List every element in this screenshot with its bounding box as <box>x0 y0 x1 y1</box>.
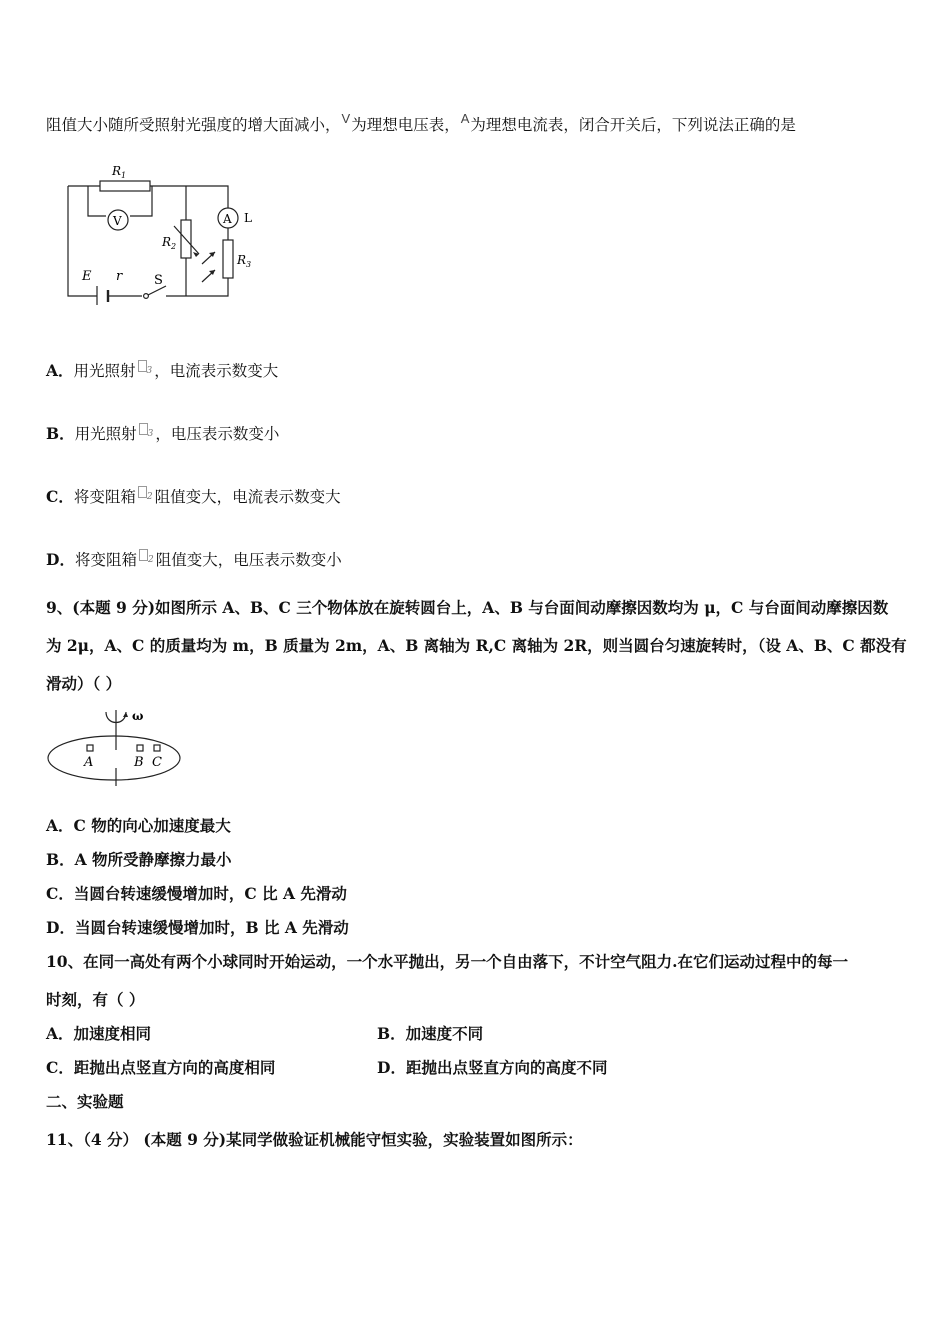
missing-symbol-icon <box>139 549 148 561</box>
q8-stem-text-1: 阻值大小随所受照射光强度的增大面减小， <box>46 116 341 134</box>
missing-symbol-icon <box>139 423 148 435</box>
option-text: 当圆台转速缓慢增加时，B 比 A 先滑动 <box>74 918 349 937</box>
q10-option-c <box>46 1057 275 1079</box>
label-a: A <box>84 755 94 770</box>
option-letter: A． <box>46 361 74 380</box>
option-letter: D． <box>377 1058 406 1077</box>
q10-option-a <box>46 1023 151 1045</box>
ammeter-symbol: A <box>460 111 470 126</box>
r3-label: $R_3$ <box>237 253 252 269</box>
switch-label: S <box>154 273 163 288</box>
option-text: 阻值变大，电压表示数变小 <box>155 551 342 569</box>
r1-label: $R_1$ <box>112 164 127 180</box>
option-text: ，电压表示数变小 <box>155 425 280 443</box>
q9-option-c <box>46 883 347 905</box>
option-subscript: 3 <box>147 429 154 439</box>
q10-stem-line-1: 10、在同一高处有两个小球同时开始运动，一个水平抛出，另一个自由落下，不计空气阻力.在它们运动过程中的每一 <box>46 952 848 971</box>
voltmeter-symbol: V <box>341 111 351 126</box>
lamp-label: L <box>244 211 252 225</box>
option-text: 当圆台转速缓慢增加时，C 比 A 先滑动 <box>73 884 347 903</box>
option-text: 阻值变大，电流表示数变大 <box>154 488 341 506</box>
option-letter: B． <box>46 424 75 443</box>
section-title: 二、实验题 <box>46 1092 124 1111</box>
option-subscript: 2 <box>146 492 153 502</box>
internal-resistance-label: r <box>116 269 123 284</box>
circuit-wire <box>166 278 228 296</box>
option-subscript: 2 <box>147 555 154 565</box>
option-letter: D． <box>46 550 75 569</box>
label-c: C <box>152 755 162 770</box>
q9-option-b <box>46 849 232 871</box>
option-text: C 物的向心加速度最大 <box>73 816 231 835</box>
q8-option-c <box>46 486 341 508</box>
option-text: 将变阻箱 <box>73 488 136 506</box>
option-text: 距抛出点竖直方向的高度相同 <box>73 1058 276 1077</box>
r3-resistor <box>223 240 233 278</box>
option-text: 将变阻箱 <box>74 551 137 569</box>
voltmeter-label: V <box>113 214 122 228</box>
turntable-diagram <box>46 706 186 788</box>
block-c <box>154 745 160 751</box>
option-letter: B． <box>46 850 75 869</box>
q8-option-a <box>46 360 278 382</box>
q9-option-d <box>46 917 349 939</box>
q8-stem <box>46 111 796 137</box>
option-letter: C． <box>46 884 74 903</box>
block-b <box>137 745 143 751</box>
q11-stem-line-1: 11、（4 分） (本题 9 分)某同学做验证机械能守恒实验，实验装置如图所示： <box>46 1130 583 1149</box>
option-letter: A． <box>46 816 74 835</box>
q8-option-d <box>46 549 342 571</box>
omega-label: ω <box>132 709 144 723</box>
option-text: A 物所受静摩擦力最小 <box>74 850 232 869</box>
option-text: 用光照射 <box>74 425 137 443</box>
q8-stem-text-3: 为理想电流表，闭合开关后，下列说法正确的是 <box>470 116 796 134</box>
q10-option-b <box>377 1023 483 1045</box>
option-letter: D． <box>46 918 75 937</box>
switch-pivot <box>144 294 149 299</box>
label-b: B <box>134 755 144 770</box>
q9-option-a <box>46 815 231 837</box>
q10-option-d <box>377 1057 607 1079</box>
r1-resistor <box>100 181 150 191</box>
option-letter: B． <box>377 1024 406 1043</box>
option-text: 距抛出点竖直方向的高度不同 <box>405 1058 608 1077</box>
q9-stem-line-3: 滑动）（ ） <box>46 674 122 693</box>
q9-stem-line-2: 为 2μ，A、C 的质量均为 m，B 质量为 2m，A、B 离轴为 R,C 离轴为 2R，则当圆台匀速旋转时，（设 A、B、C 都没有 <box>46 636 907 655</box>
block-a <box>87 745 93 751</box>
option-text: 加速度不同 <box>405 1024 484 1043</box>
option-text: 用光照射 <box>73 362 136 380</box>
q8-stem-text-2: 为理想电压表， <box>351 116 460 134</box>
q8-option-b <box>46 423 279 445</box>
option-letter: C． <box>46 1058 74 1077</box>
missing-symbol-icon <box>138 486 147 498</box>
option-letter: C． <box>46 487 74 506</box>
q9-stem-line-1: 9、(本题 9 分)如图所示 A、B、C 三个物体放在旋转圆台上，A、B 与台面间动摩擦因数均为 μ，C 与台面间动摩擦因数 <box>46 598 889 617</box>
emf-label: E <box>82 269 92 284</box>
circuit-diagram <box>62 160 262 305</box>
r2-label: $R_2$ <box>162 235 177 251</box>
option-subscript: 3 <box>146 366 153 376</box>
ammeter-label: A <box>223 212 232 226</box>
missing-symbol-icon <box>138 360 147 372</box>
q10-stem-line-2: 时刻，有（ ） <box>46 990 145 1009</box>
option-text: 加速度相同 <box>73 1024 152 1043</box>
option-text: ，电流表示数变大 <box>154 362 279 380</box>
option-letter: A． <box>46 1024 74 1043</box>
